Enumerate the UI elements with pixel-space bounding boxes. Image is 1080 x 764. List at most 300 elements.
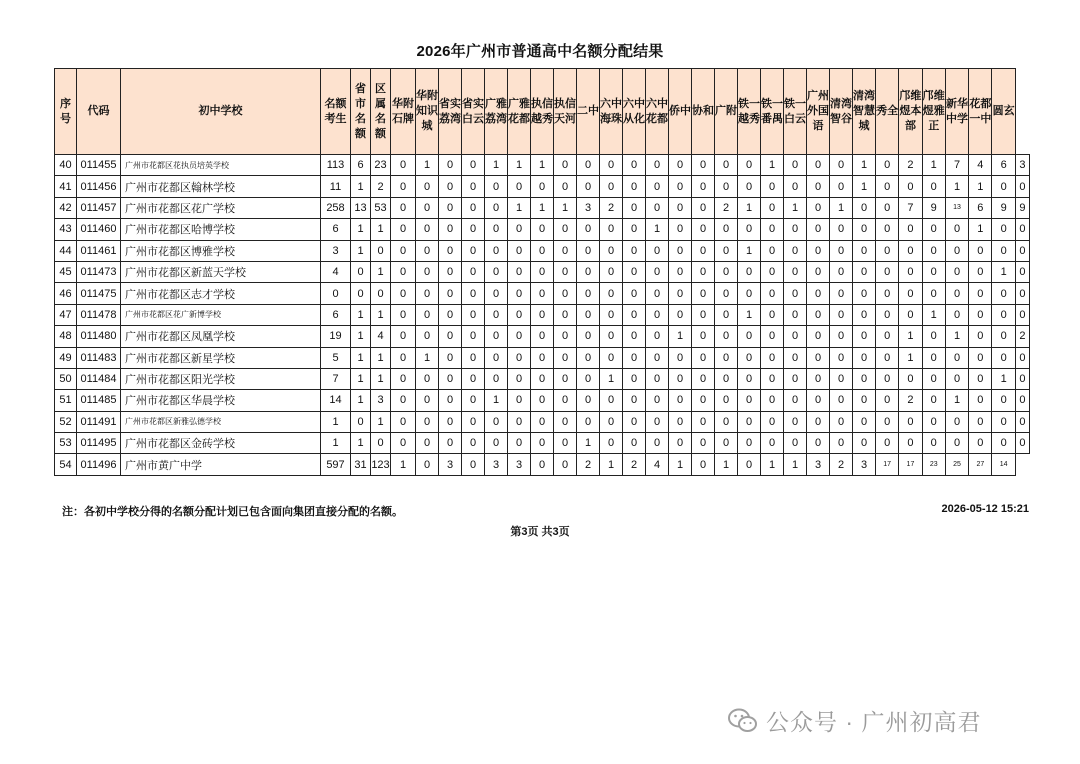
quota-cell: 0 bbox=[853, 261, 876, 282]
quota-cell: 0 bbox=[577, 261, 600, 282]
quota-cell: 0 bbox=[462, 411, 485, 432]
school-code-cell: 011460 bbox=[77, 219, 121, 240]
quota-cell: 2 bbox=[623, 454, 646, 475]
quota-cell: 0 bbox=[416, 261, 439, 282]
quota-cell: 0 bbox=[508, 390, 531, 411]
quota-cell: 0 bbox=[945, 304, 968, 325]
column-header: 协和 bbox=[692, 69, 715, 155]
quota-cell: 0 bbox=[439, 176, 462, 197]
quota-cell: 0 bbox=[992, 176, 1015, 197]
table-row bbox=[55, 347, 1030, 368]
quota-cell: 0 bbox=[554, 261, 577, 282]
quota-cell: 0 bbox=[669, 283, 692, 304]
row-number-cell: 48 bbox=[55, 326, 77, 347]
quota-cell: 0 bbox=[738, 326, 761, 347]
quota-cell: 0 bbox=[669, 240, 692, 261]
quota-cell: 0 bbox=[830, 155, 853, 176]
quota-cell: 0 bbox=[830, 433, 853, 454]
column-header: 序号 bbox=[55, 69, 77, 155]
school-code-cell: 011456 bbox=[77, 176, 121, 197]
column-header: 名额考生 bbox=[321, 69, 351, 155]
quota-cell: 0 bbox=[830, 219, 853, 240]
quota-cell: 0 bbox=[462, 390, 485, 411]
quota-cell: 7 bbox=[945, 155, 968, 176]
quota-cell: 0 bbox=[1015, 219, 1029, 240]
quota-cell: 0 bbox=[1015, 368, 1029, 389]
quota-cell: 0 bbox=[807, 433, 830, 454]
quota-cell: 0 bbox=[922, 176, 945, 197]
row-number-cell: 43 bbox=[55, 219, 77, 240]
quota-cell: 0 bbox=[554, 368, 577, 389]
column-header: 侨中 bbox=[669, 69, 692, 155]
quota-cell: 7 bbox=[899, 197, 922, 218]
row-number-cell: 53 bbox=[55, 433, 77, 454]
quota-cell: 0 bbox=[531, 368, 554, 389]
table-row bbox=[55, 326, 1030, 347]
quota-cell: 4 bbox=[321, 261, 351, 282]
school-code-cell: 011473 bbox=[77, 261, 121, 282]
quota-cell: 3 bbox=[485, 454, 508, 475]
quota-cell: 0 bbox=[922, 433, 945, 454]
quota-cell: 0 bbox=[669, 433, 692, 454]
quota-cell: 0 bbox=[715, 240, 738, 261]
quota-cell: 0 bbox=[761, 411, 784, 432]
quota-cell: 0 bbox=[554, 347, 577, 368]
quota-cell: 0 bbox=[669, 155, 692, 176]
quota-cell: 1 bbox=[351, 326, 371, 347]
quota-cell: 0 bbox=[669, 261, 692, 282]
school-name-cell: 广州市花都区新雅弘德学校 bbox=[121, 411, 321, 432]
quota-cell: 9 bbox=[992, 197, 1015, 218]
school-name-cell: 广州市花都区华晨学校 bbox=[121, 390, 321, 411]
quota-cell: 0 bbox=[738, 390, 761, 411]
quota-cell: 0 bbox=[669, 176, 692, 197]
quota-cell: 0 bbox=[508, 219, 531, 240]
quota-cell: 1 bbox=[577, 433, 600, 454]
quota-cell: 0 bbox=[715, 283, 738, 304]
row-number-cell: 41 bbox=[55, 176, 77, 197]
quota-cell: 0 bbox=[784, 261, 807, 282]
quota-cell: 13 bbox=[351, 197, 371, 218]
quota-cell: 0 bbox=[692, 390, 715, 411]
quota-cell: 0 bbox=[692, 454, 715, 475]
quota-cell: 0 bbox=[554, 390, 577, 411]
table-row bbox=[55, 411, 1030, 432]
quota-cell: 0 bbox=[531, 283, 554, 304]
quota-cell: 0 bbox=[531, 240, 554, 261]
quota-cell: 0 bbox=[554, 283, 577, 304]
quota-cell: 1 bbox=[321, 433, 351, 454]
row-number-cell: 47 bbox=[55, 304, 77, 325]
quota-cell: 1 bbox=[738, 197, 761, 218]
quota-cell: 0 bbox=[554, 155, 577, 176]
quota-cell: 6 bbox=[321, 304, 351, 325]
quota-cell: 0 bbox=[623, 368, 646, 389]
quota-cell: 0 bbox=[416, 197, 439, 218]
quota-cell: 0 bbox=[969, 283, 992, 304]
row-number-cell: 44 bbox=[55, 240, 77, 261]
quota-cell: 0 bbox=[692, 368, 715, 389]
quota-cell: 0 bbox=[508, 304, 531, 325]
quota-cell: 0 bbox=[439, 347, 462, 368]
quota-cell: 0 bbox=[830, 304, 853, 325]
quota-cell: 0 bbox=[899, 304, 922, 325]
quota-cell: 0 bbox=[922, 411, 945, 432]
school-name-cell: 广州市花都区凤凰学校 bbox=[121, 326, 321, 347]
quota-cell: 0 bbox=[508, 261, 531, 282]
quota-cell: 0 bbox=[508, 433, 531, 454]
quota-cell: 0 bbox=[738, 176, 761, 197]
school-code-cell: 011484 bbox=[77, 368, 121, 389]
quota-cell: 2 bbox=[600, 197, 623, 218]
quota-cell: 0 bbox=[600, 390, 623, 411]
quota-cell: 0 bbox=[531, 304, 554, 325]
quota-cell: 6 bbox=[969, 197, 992, 218]
quota-cell: 0 bbox=[738, 283, 761, 304]
quota-cell: 0 bbox=[969, 411, 992, 432]
quota-cell: 0 bbox=[623, 347, 646, 368]
quota-cell: 0 bbox=[485, 219, 508, 240]
quota-cell: 0 bbox=[646, 176, 669, 197]
column-header: 铁一白云 bbox=[784, 69, 807, 155]
quota-cell: 0 bbox=[830, 411, 853, 432]
quota-cell: 6 bbox=[321, 219, 351, 240]
quota-cell: 0 bbox=[462, 155, 485, 176]
quota-cell: 0 bbox=[1015, 304, 1029, 325]
quota-cell: 0 bbox=[807, 219, 830, 240]
quota-cell: 0 bbox=[485, 261, 508, 282]
quota-cell: 0 bbox=[391, 197, 416, 218]
quota-cell: 0 bbox=[715, 433, 738, 454]
quota-cell: 0 bbox=[416, 390, 439, 411]
quota-cell: 23 bbox=[922, 454, 945, 475]
quota-cell: 0 bbox=[531, 176, 554, 197]
quota-cell: 0 bbox=[784, 433, 807, 454]
quota-cell: 0 bbox=[577, 283, 600, 304]
quota-cell: 0 bbox=[969, 304, 992, 325]
school-code-cell: 011496 bbox=[77, 454, 121, 475]
table-row bbox=[55, 368, 1030, 389]
quota-cell: 0 bbox=[1015, 411, 1029, 432]
column-header: 初中学校 bbox=[121, 69, 321, 155]
quota-cell: 0 bbox=[600, 347, 623, 368]
quota-cell: 0 bbox=[876, 197, 899, 218]
quota-cell: 0 bbox=[945, 433, 968, 454]
quota-cell: 0 bbox=[807, 261, 830, 282]
quota-cell: 0 bbox=[646, 390, 669, 411]
quota-cell: 0 bbox=[669, 304, 692, 325]
column-header: 铁一番禺 bbox=[761, 69, 784, 155]
quota-cell: 1 bbox=[992, 368, 1015, 389]
quota-cell: 3 bbox=[807, 454, 830, 475]
table-row bbox=[55, 240, 1030, 261]
quota-cell: 0 bbox=[600, 176, 623, 197]
quota-cell: 0 bbox=[945, 240, 968, 261]
quota-cell: 1 bbox=[646, 219, 669, 240]
quota-cell: 0 bbox=[853, 411, 876, 432]
quota-cell: 1 bbox=[738, 240, 761, 261]
quota-cell: 0 bbox=[899, 176, 922, 197]
column-header: 铁一越秀 bbox=[738, 69, 761, 155]
quota-cell: 0 bbox=[391, 433, 416, 454]
quota-cell: 0 bbox=[554, 304, 577, 325]
quota-cell: 2 bbox=[371, 176, 391, 197]
quota-cell: 0 bbox=[807, 240, 830, 261]
quota-cell: 6 bbox=[992, 155, 1015, 176]
quota-cell: 0 bbox=[623, 433, 646, 454]
quota-cell: 3 bbox=[439, 454, 462, 475]
quota-cell: 1 bbox=[992, 261, 1015, 282]
quota-cell: 0 bbox=[577, 155, 600, 176]
quota-cell: 0 bbox=[784, 240, 807, 261]
quota-cell: 0 bbox=[922, 368, 945, 389]
quota-cell: 23 bbox=[371, 155, 391, 176]
school-name-cell: 广州市黄广中学 bbox=[121, 454, 321, 475]
watermark-text: 公众号 · 广州初高君 bbox=[766, 709, 982, 735]
quota-cell: 0 bbox=[899, 411, 922, 432]
quota-cell: 0 bbox=[715, 390, 738, 411]
quota-cell: 0 bbox=[351, 261, 371, 282]
table-row bbox=[55, 197, 1030, 218]
quota-cell: 0 bbox=[416, 240, 439, 261]
quota-cell: 0 bbox=[830, 261, 853, 282]
quota-cell: 0 bbox=[899, 219, 922, 240]
quota-cell: 0 bbox=[807, 368, 830, 389]
school-name-cell: 广州市花都区博雅学校 bbox=[121, 240, 321, 261]
quota-cell: 0 bbox=[692, 176, 715, 197]
quota-cell: 0 bbox=[992, 304, 1015, 325]
quota-cell: 1 bbox=[922, 304, 945, 325]
column-header: 圆玄 bbox=[992, 69, 1015, 155]
quota-cell: 0 bbox=[416, 433, 439, 454]
quota-cell: 3 bbox=[577, 197, 600, 218]
footnote: 注：各初中学校分得的名额分配计划已包含面向集团直接分配的名额。 bbox=[62, 506, 403, 518]
quota-cell: 1 bbox=[508, 155, 531, 176]
quota-cell: 0 bbox=[945, 261, 968, 282]
quota-cell: 0 bbox=[508, 411, 531, 432]
row-number-cell: 49 bbox=[55, 347, 77, 368]
quota-cell: 1 bbox=[945, 176, 968, 197]
quota-cell: 0 bbox=[577, 219, 600, 240]
table-row bbox=[55, 283, 1030, 304]
quota-cell: 0 bbox=[600, 304, 623, 325]
quota-cell: 0 bbox=[485, 433, 508, 454]
quota-cell: 1 bbox=[899, 326, 922, 347]
quota-cell: 0 bbox=[738, 347, 761, 368]
column-header: 广附 bbox=[715, 69, 738, 155]
quota-cell: 0 bbox=[646, 326, 669, 347]
quota-cell: 0 bbox=[391, 368, 416, 389]
quota-cell: 0 bbox=[876, 261, 899, 282]
table-row bbox=[55, 433, 1030, 454]
quota-cell: 0 bbox=[623, 411, 646, 432]
quota-cell: 0 bbox=[531, 390, 554, 411]
quota-cell: 597 bbox=[321, 454, 351, 475]
quota-cell: 0 bbox=[623, 390, 646, 411]
column-header: 清湾智慧城 bbox=[853, 69, 876, 155]
quota-cell: 25 bbox=[945, 454, 968, 475]
quota-cell: 0 bbox=[692, 219, 715, 240]
quota-cell: 0 bbox=[876, 368, 899, 389]
quota-cell: 0 bbox=[761, 240, 784, 261]
quota-cell: 0 bbox=[853, 283, 876, 304]
column-header: 清湾智谷 bbox=[830, 69, 853, 155]
school-name-cell: 广州市花都区阳光学校 bbox=[121, 368, 321, 389]
quota-cell: 0 bbox=[876, 304, 899, 325]
quota-cell: 1 bbox=[600, 368, 623, 389]
quota-cell: 0 bbox=[876, 240, 899, 261]
quota-cell: 0 bbox=[623, 219, 646, 240]
quota-cell: 3 bbox=[371, 390, 391, 411]
quota-cell: 0 bbox=[807, 411, 830, 432]
quota-cell: 0 bbox=[807, 347, 830, 368]
school-name-cell: 广州市花都区金砖学校 bbox=[121, 433, 321, 454]
quota-cell: 13 bbox=[945, 197, 968, 218]
quota-cell: 0 bbox=[692, 326, 715, 347]
quota-cell: 0 bbox=[351, 283, 371, 304]
quota-cell: 0 bbox=[439, 240, 462, 261]
quota-cell: 0 bbox=[807, 390, 830, 411]
quota-cell: 0 bbox=[321, 283, 351, 304]
quota-cell: 1 bbox=[351, 347, 371, 368]
quota-cell: 0 bbox=[969, 433, 992, 454]
quota-cell: 0 bbox=[715, 326, 738, 347]
quota-cell: 0 bbox=[945, 411, 968, 432]
quota-cell: 1 bbox=[416, 155, 439, 176]
quota-cell: 1 bbox=[554, 197, 577, 218]
quota-cell: 0 bbox=[830, 368, 853, 389]
quota-cell: 0 bbox=[784, 304, 807, 325]
quota-cell: 0 bbox=[1015, 390, 1029, 411]
quota-cell: 0 bbox=[439, 283, 462, 304]
quota-cell: 0 bbox=[439, 219, 462, 240]
table-row bbox=[55, 219, 1030, 240]
quota-cell: 0 bbox=[646, 155, 669, 176]
quota-cell: 1 bbox=[371, 368, 391, 389]
quota-cell: 0 bbox=[462, 433, 485, 454]
quota-cell: 0 bbox=[945, 283, 968, 304]
quota-cell: 2 bbox=[830, 454, 853, 475]
quota-cell: 0 bbox=[623, 155, 646, 176]
quota-cell: 0 bbox=[485, 304, 508, 325]
quota-cell: 0 bbox=[391, 390, 416, 411]
quota-cell: 0 bbox=[715, 219, 738, 240]
column-header: 代码 bbox=[77, 69, 121, 155]
quota-cell: 0 bbox=[945, 219, 968, 240]
quota-cell: 0 bbox=[715, 304, 738, 325]
quota-cell: 0 bbox=[784, 326, 807, 347]
quota-cell: 0 bbox=[876, 219, 899, 240]
quota-cell: 0 bbox=[485, 347, 508, 368]
quota-cell: 0 bbox=[646, 304, 669, 325]
quota-cell: 0 bbox=[761, 197, 784, 218]
quota-cell: 1 bbox=[485, 155, 508, 176]
quota-cell: 0 bbox=[692, 411, 715, 432]
quota-cell: 0 bbox=[830, 240, 853, 261]
quota-cell: 0 bbox=[554, 176, 577, 197]
quota-cell: 0 bbox=[371, 283, 391, 304]
quota-cell: 0 bbox=[600, 411, 623, 432]
quota-cell: 1 bbox=[371, 261, 391, 282]
quota-cell: 1 bbox=[715, 454, 738, 475]
quota-cell: 1 bbox=[669, 454, 692, 475]
quota-cell: 6 bbox=[351, 155, 371, 176]
quota-cell: 1 bbox=[531, 155, 554, 176]
quota-cell: 0 bbox=[761, 347, 784, 368]
quota-cell: 0 bbox=[784, 411, 807, 432]
quota-cell: 0 bbox=[554, 219, 577, 240]
quota-cell: 0 bbox=[391, 219, 416, 240]
quota-cell: 0 bbox=[1015, 261, 1029, 282]
quota-cell: 1 bbox=[945, 390, 968, 411]
quota-cell: 0 bbox=[853, 197, 876, 218]
quota-cell: 0 bbox=[508, 176, 531, 197]
quota-cell: 0 bbox=[577, 390, 600, 411]
column-header: 邝维煜本部 bbox=[899, 69, 922, 155]
column-header: 华附知识城 bbox=[416, 69, 439, 155]
quota-cell: 0 bbox=[738, 155, 761, 176]
column-header: 省市名额 bbox=[351, 69, 371, 155]
quota-cell: 0 bbox=[784, 283, 807, 304]
school-name-cell: 广州市花都区花广学校 bbox=[121, 197, 321, 218]
quota-cell: 0 bbox=[371, 433, 391, 454]
quota-cell: 1 bbox=[351, 390, 371, 411]
school-name-cell: 广州市花都区哈博学校 bbox=[121, 219, 321, 240]
quota-cell: 19 bbox=[321, 326, 351, 347]
quota-cell: 0 bbox=[531, 454, 554, 475]
quota-cell: 0 bbox=[577, 368, 600, 389]
quota-cell: 14 bbox=[992, 454, 1015, 475]
column-header: 省实白云 bbox=[462, 69, 485, 155]
quota-cell: 0 bbox=[853, 433, 876, 454]
quota-cell: 0 bbox=[646, 197, 669, 218]
quota-cell: 0 bbox=[669, 347, 692, 368]
quota-cell: 0 bbox=[371, 240, 391, 261]
quota-cell: 0 bbox=[692, 240, 715, 261]
wechat-icon bbox=[728, 708, 758, 734]
quota-cell: 0 bbox=[922, 283, 945, 304]
quota-cell: 0 bbox=[391, 326, 416, 347]
quota-cell: 0 bbox=[692, 304, 715, 325]
quota-cell: 9 bbox=[1015, 197, 1029, 218]
quota-cell: 0 bbox=[416, 219, 439, 240]
quota-cell: 0 bbox=[669, 411, 692, 432]
quota-cell: 1 bbox=[784, 197, 807, 218]
quota-cell: 0 bbox=[462, 304, 485, 325]
quota-cell: 0 bbox=[439, 411, 462, 432]
quota-cell: 5 bbox=[321, 347, 351, 368]
quota-cell: 1 bbox=[351, 219, 371, 240]
school-code-cell: 011491 bbox=[77, 411, 121, 432]
school-code-cell: 011475 bbox=[77, 283, 121, 304]
quota-cell: 0 bbox=[485, 197, 508, 218]
quota-cell: 123 bbox=[371, 454, 391, 475]
quota-cell: 0 bbox=[992, 433, 1015, 454]
column-header: 执信天河 bbox=[554, 69, 577, 155]
quota-cell: 0 bbox=[899, 368, 922, 389]
quota-cell: 0 bbox=[391, 261, 416, 282]
quota-cell: 0 bbox=[761, 261, 784, 282]
quota-cell: 0 bbox=[623, 283, 646, 304]
column-header: 区属名额 bbox=[371, 69, 391, 155]
quota-table bbox=[54, 68, 1030, 476]
quota-cell: 1 bbox=[371, 411, 391, 432]
row-number-cell: 45 bbox=[55, 261, 77, 282]
quota-cell: 0 bbox=[784, 368, 807, 389]
quota-cell: 1 bbox=[351, 304, 371, 325]
quota-cell: 0 bbox=[738, 261, 761, 282]
quota-cell: 1 bbox=[371, 219, 391, 240]
